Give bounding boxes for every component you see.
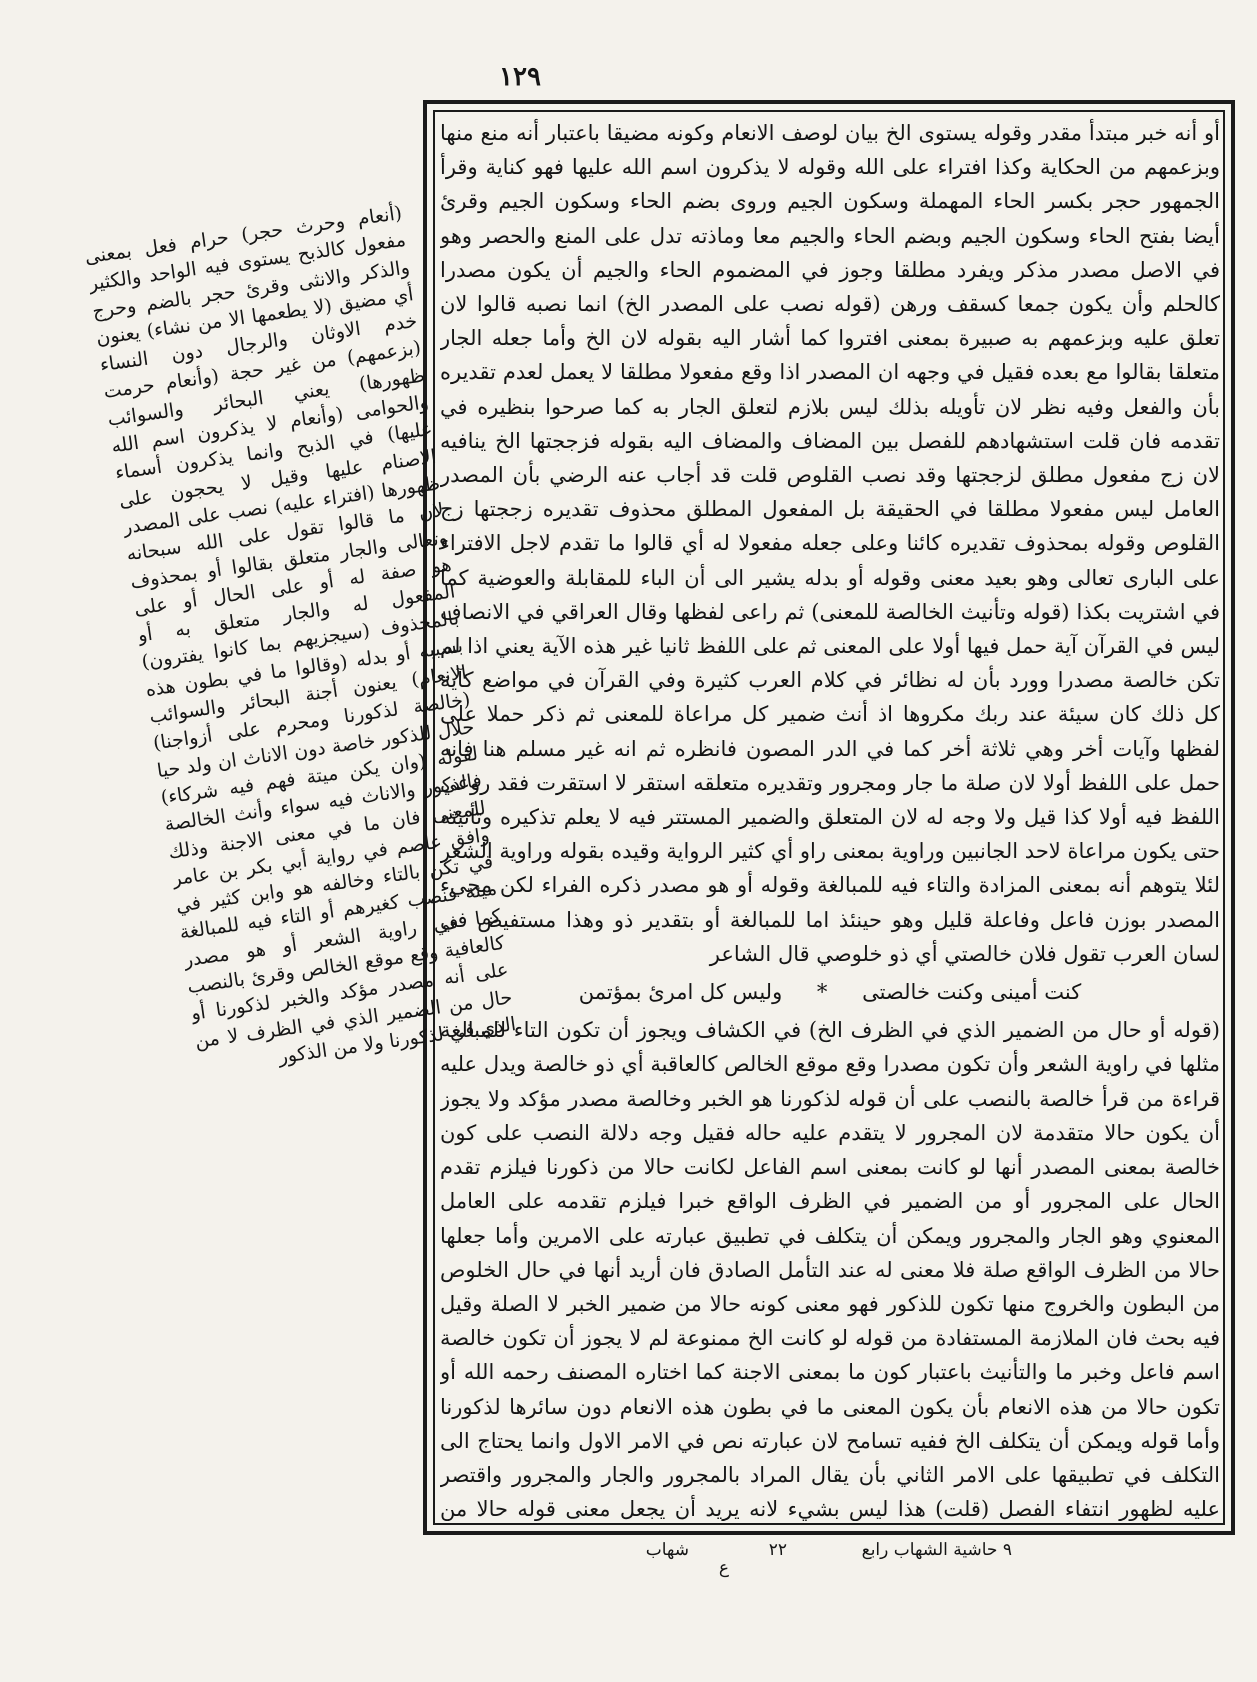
- margin-commentary: (أنعام وحرث حجر) حرام فعل بمعنى مفعول كالذبح يستوى فيه الواحد والكثير والذكر والانثى وقرئ حجر بالضم وحرج أي مضيق (لا يطعمها الا من نشاء) يعنون خدم الاوثان والرجال دون النساء (بزعمهم) من غير حجة (وأنعام حرمت ظهورها) يعني البحائر والسوائب والحوامى (وأنعام لا يذكرون اسم الله عليها) في الذبح وانما يذكرون أسماء الاصنام عليها وقيل لا يحجون على ظهورها (افتراء عليه) نصب على المصدر لان ما قالوا تقول على الله سبحانه وتعالى والجار متعلق بقالوا أو بمحذوف هو صفة له أو على الحال أو على المفعول له والجار متعلق به أو بالمحذوف (سيجزيهم بما كانوا يفترون) بسببه أو بدله (وقالوا ما في بطون هذه الانعام) يعنون أجنة البحائر والسوائب (خالصة لذكورنا ومحرم على أزواجنا) حلال للذكور خاصة دون الاناث ان ولد حيا لقوله (وان يكن ميتة فهم فيه شركاء) فالذكور والاناث فيه سواء وأنث الخالصة للمعنى فان ما في معنى الاجنة وذلك وافق عاصم في رواية أبي بكر بن عامر في تكن بالتاء وخالفه هو وابن كثير في ميتة فنصب كغيرهم أو التاء فيه للمبالغة كما في راوية الشعر أو هو مصدر كالعافية وقع موقع الخالص وقرئ بالنصب على أنه مصدر مؤكد والخبر لذكورنا أو حال من الضمير الذي في الظرف لا من الذي في لذكورنا ولا من الذكور: [83, 201, 518, 1069]
- footer-code: ٢٢: [768, 1540, 787, 1560]
- main-paragraph: أو أنه خبر مبتدأ مقدر وقوله يستوى الخ بيان لوصف الانعام وكونه مضيقا باعتبار أنه منع منها وبزعمهم من الحكاية وكذا افتراء على الله وقوله لا يذكرون اسم الله عليها فهو كناية وقرأ الجمهور حجر بكسر الحاء المهملة وسكون الجيم وروى بضم الحاء وسكون الجيم وقرئ أيضا بفتح الحاء وسكون الجيم وبضم الحاء والجيم معا وماذته تدل على المنع والحصر وهو في الاصل مصدر مذكر ويفرد مطلقا وجوز في المضموم الحاء والجيم أن يكون مصدرا كالحلم وأن يكون جمعا كسقف ورهن (قوله نصب على المصدر الخ) انما نصبه قالوا لان تعلق عليه وبزعمهم به صبيرة بمعنى افتروا كما أشار اليه بقوله لان الخ وأما جعله الجار متعلقا بقالوا مع بعده فقيل في وجهه ان المصدر اذا وقع مفعولا مطلقا لا يعمل لعدم تقديره بأن والفعل وفيه نظر لان تأويله بذلك ليس بلازم لتعلق الجار به كما صرحوا بنظيره في تقدمه فان قلت استشهادهم للفصل بين المضاف والمضاف اليه بقوله فزججتها الخ ينافيه لان زج مفعول مطلق لزججتها وقد نصب القلوص قلت قد أجاب عنه الرضي بأن المصدر العامل ليس مفعولا مطلقا في الحقيقة بل المفعول المطلق محذوف تقديره زججتها زج القلوص وقوله بمحذوف تقديره كائنا وعلى جعله مفعولا له أي قالوا ما تقدم لاجل الافتراء على البارى تعالى وهو بعيد معنى وقوله أو بدله يشير الى أن الباء للمقابلة والعوضية كما في اشتريت بكذا (قوله وتأنيث الخالصة للمعنى) ثم راعى لفظها وقال العراقي في الانصاف ليس في القرآن آية حمل فيها أولا على المعنى ثم على اللفظ ثانيا غير هذه الآية يعني اذا لم تكن خالصة مصدرا وورد بأن له نظائر في كلام العرب كثيرة وفي القرآن في مواضع كآية كل ذلك كان سيئة عند ربك مكروها اذ أنث ضمير كل مراعاة للمعنى ثم ذكر حملا على لفظها وآيات أخر وهي ثلاثة أخر كما في الدر المصون فانظره ثم انه غير مسلم هنا فانه حمل على اللفظ أولا لان صلة ما جار ومجرور وتقديره متعلقه استقر لا استقرت فقد روعي اللفظ فيه أولا كذا قيل ولا وجه له لان المتعلق والضمير المستتر فيه لا يعلم تذكيره وتأنيثه حتى يكون مراعاة لاحد الجانبين وراوية بمعنى راو أي كثير الرواية وقيده بقوله وراوية الشعر لئلا يتوهم أنه بمعنى المزادة والتاء فيه للمبالغة وقوله أو هو مصدر ذكره الفراء لكن مجيء المصدر بوزن فاعل وفاعلة قليل وهو حينئذ اما للمبالغة أو بتقدير ذو وهذا مستفيض في لسان العرب تقول فلان خالصتي أي ذو خلوصي قال الشاعر: [440, 121, 1220, 966]
- poetry-verse: [440, 975, 1220, 1009]
- verse-hemistich-2: وليس كل امرئ بمؤتمن: [578, 980, 783, 1005]
- footer-mark: ع: [718, 1558, 729, 1578]
- footer-label: شهاب: [645, 1540, 689, 1560]
- main-paragraph: (قوله أو حال من الضمير الذي في الظرف الخ) في الكشاف ويجوز أن تكون التاء للمبالغة مثلها في راوية الشعر وأن تكون مصدرا وقع موقع الخالص كالعاقبة أي ذو خالصة ويدل عليه قراءة من قرأ خالصة بالنصب على أن قوله لذكورنا هو الخبر وخالصة مصدر مؤكد ولا يجوز أن يكون حالا متقدمة لان المجرور لا يتقدم عليه حاله فقيل وجه دلالة النصب على كون خالصة بمعنى المصدر أنها لو كانت بمعنى اسم الفاعل لكانت حالا من ذكورنا فيلزم تقدم الحال على المجرور أو من الضمير في الظرف الواقع خبرا فيلزم تقدمه على العامل المعنوي وهو الجار والمجرور ويمكن أن يتكلف في تطبيق عبارته على الامرين وأما جعلها حالا من الظرف الواقع صلة فلا معنى له عند التأمل الصادق فان أريد أنها في حال الخلوص من البطون والخروج منها تكون للذكور فهو معنى كونه حالا من ضمير الخبر لا الصلة وقيل فيه بحث فان الملازمة المستفادة من قوله لو كانت الخ ممنوعة لم لا يجوز أن تكون خالصة اسم فاعل وخبر ما والتأنيث باعتبار كون ما بمعنى الاجنة كما اختاره المصنف رحمه الله أو تكون حالا من هذه الانعام بأن يكون المعنى ما في بطون هذه الانعام دون سائرها لذكورنا وأما قوله ويمكن أن يتكلف الخ ففيه تسامح لان عبارته نص في الامر الاول وانما يحتاج الى التكلف في تطبيقها على الامر الثاني بأن يقال المراد بالمجرور والجار والمجرور واقتصر عليه لظهور انتفاء الفصل (قلت) هذا ليس بشيء لانه يريد أن يجعل معنى قوله حالا من: [440, 1018, 1220, 1521]
- page-number: ١٢٩: [499, 62, 541, 92]
- verse-separator: *: [816, 980, 828, 1005]
- page-footer: [0, 1540, 1257, 1578]
- footer-title: ٩ حاشية الشهاب رابع: [861, 1540, 1012, 1560]
- main-text-block: [440, 116, 1220, 1521]
- verse-hemistich-1: كنت أمينى وكنت خالصتى: [862, 980, 1082, 1005]
